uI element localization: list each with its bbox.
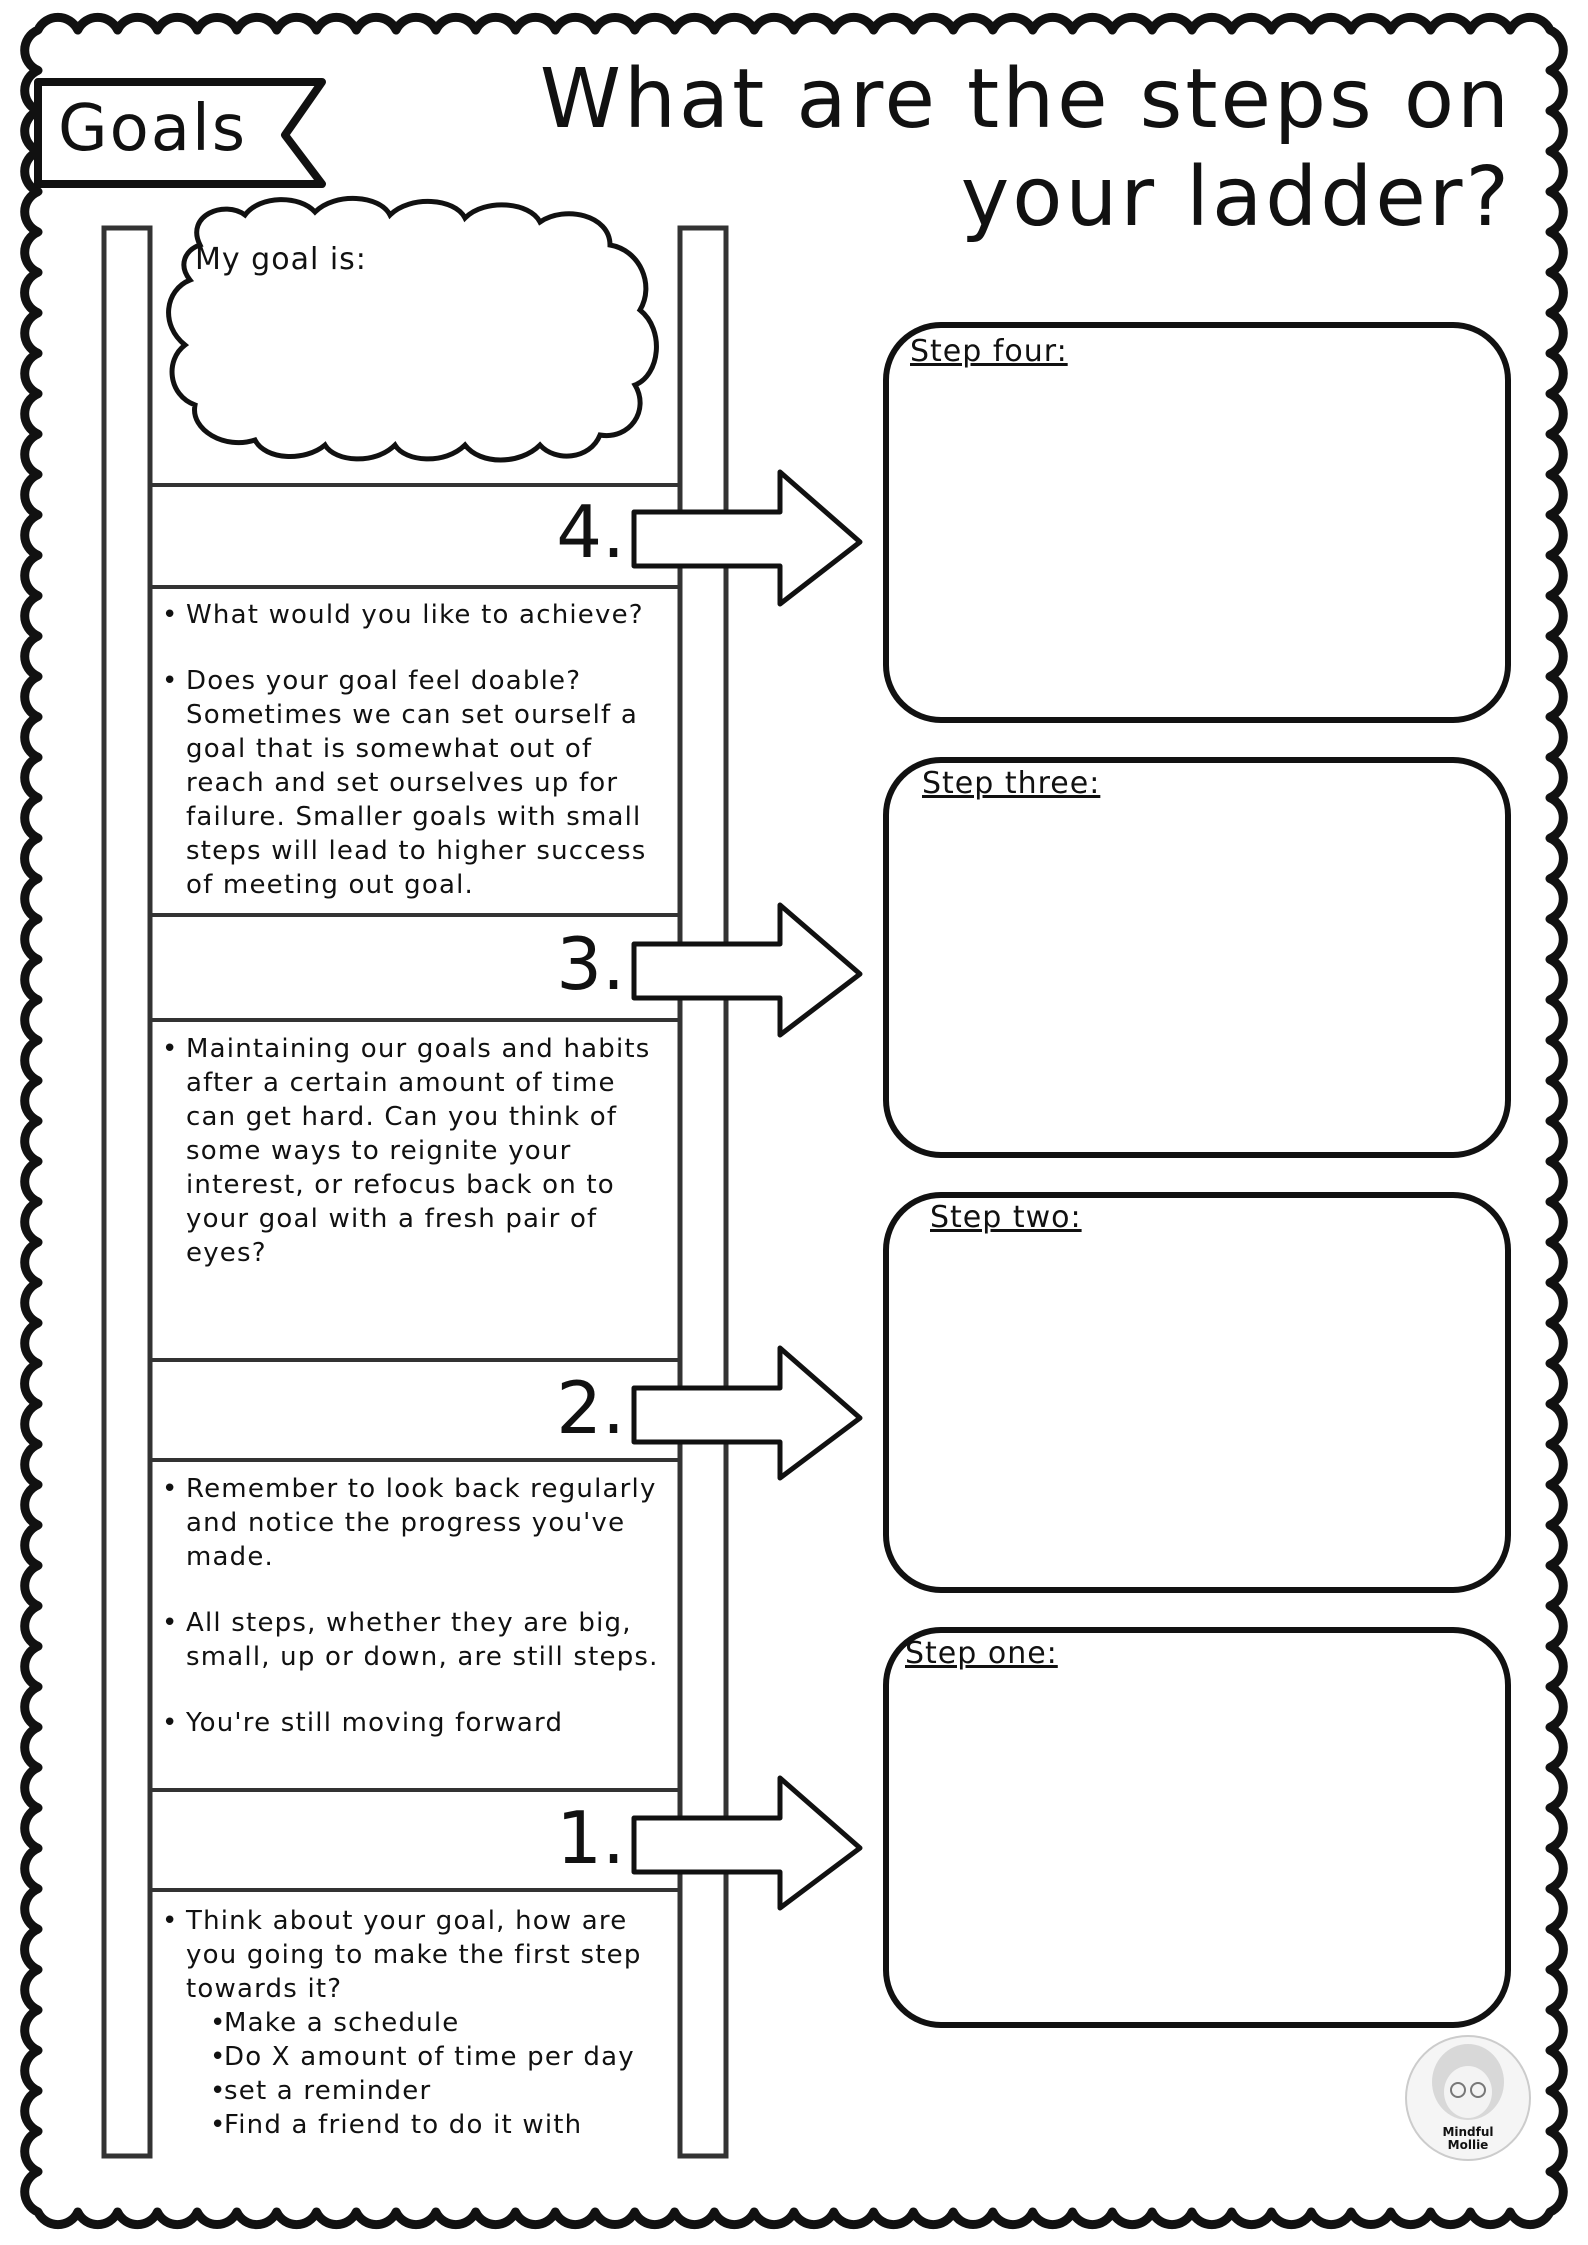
step-four-box — [886, 325, 1508, 720]
rung-number-2: 2. — [556, 1366, 625, 1450]
logo-line2: Mollie — [1447, 2138, 1489, 2152]
goals-tag: Goals — [58, 92, 248, 166]
tip-subitem: • Do X amount of time per day — [210, 2040, 672, 2074]
step-two-box — [886, 1195, 1508, 1590]
step-four-label: Step four: — [910, 334, 1068, 369]
tips-block-3 — [162, 1472, 672, 1740]
step-one-label: Step one: — [905, 1636, 1058, 1671]
tip-subitem: • set a reminder — [210, 2074, 672, 2108]
page-title-line1: What are the steps on — [539, 52, 1512, 147]
tip-sublist — [186, 2006, 672, 2142]
tip-item: • Remember to look back regularly and notice the progress you've made. — [162, 1472, 672, 1574]
goal-prompt: My goal is: — [195, 242, 367, 277]
tips-block-4 — [162, 1904, 672, 2142]
logo-line1: Mindful — [1442, 2125, 1494, 2139]
tips-block-1 — [162, 598, 672, 902]
tip-text: Think about your goal, how are you going to make the first step towards it? — [186, 1906, 642, 2004]
rung-number-4: 4. — [556, 490, 625, 574]
step-three-label: Step three: — [922, 766, 1101, 801]
logo-text — [1428, 2126, 1508, 2152]
tips-block-2 — [162, 1032, 672, 1270]
rung-number-1: 1. — [556, 1796, 625, 1880]
tip-item: • Does your goal feel doable? Sometimes we can set ourself a goal that is somewhat out of reach and set ourselves up for failure. Smaller goals with small steps will lead to higher success of meeting out goal. — [162, 664, 672, 902]
rung-number-3: 3. — [556, 922, 625, 1006]
tip-item — [162, 1904, 672, 2142]
step-three-box — [886, 760, 1508, 1155]
step-one-box — [886, 1630, 1508, 2025]
tip-subitem: • Make a schedule — [210, 2006, 672, 2040]
tip-item: • What would you like to achieve? — [162, 598, 672, 632]
arrow-step-three — [634, 905, 860, 1035]
tip-item: • Maintaining our goals and habits after a certain amount of time can get hard. Can you think of some ways to reignite your interest, or refocus back on to your goal with a fresh pair of eyes? — [162, 1032, 672, 1270]
page-title-line2: your ladder? — [960, 150, 1512, 245]
ladder-rail-left — [104, 228, 150, 2156]
tip-item: • You're still moving forward — [162, 1706, 672, 1740]
step-two-label: Step two: — [930, 1200, 1082, 1235]
tip-subitem: • Find a friend to do it with — [210, 2108, 672, 2142]
arrow-step-four — [634, 472, 860, 604]
tip-item: • All steps, whether they are big, small, up or down, are still steps. — [162, 1606, 672, 1674]
